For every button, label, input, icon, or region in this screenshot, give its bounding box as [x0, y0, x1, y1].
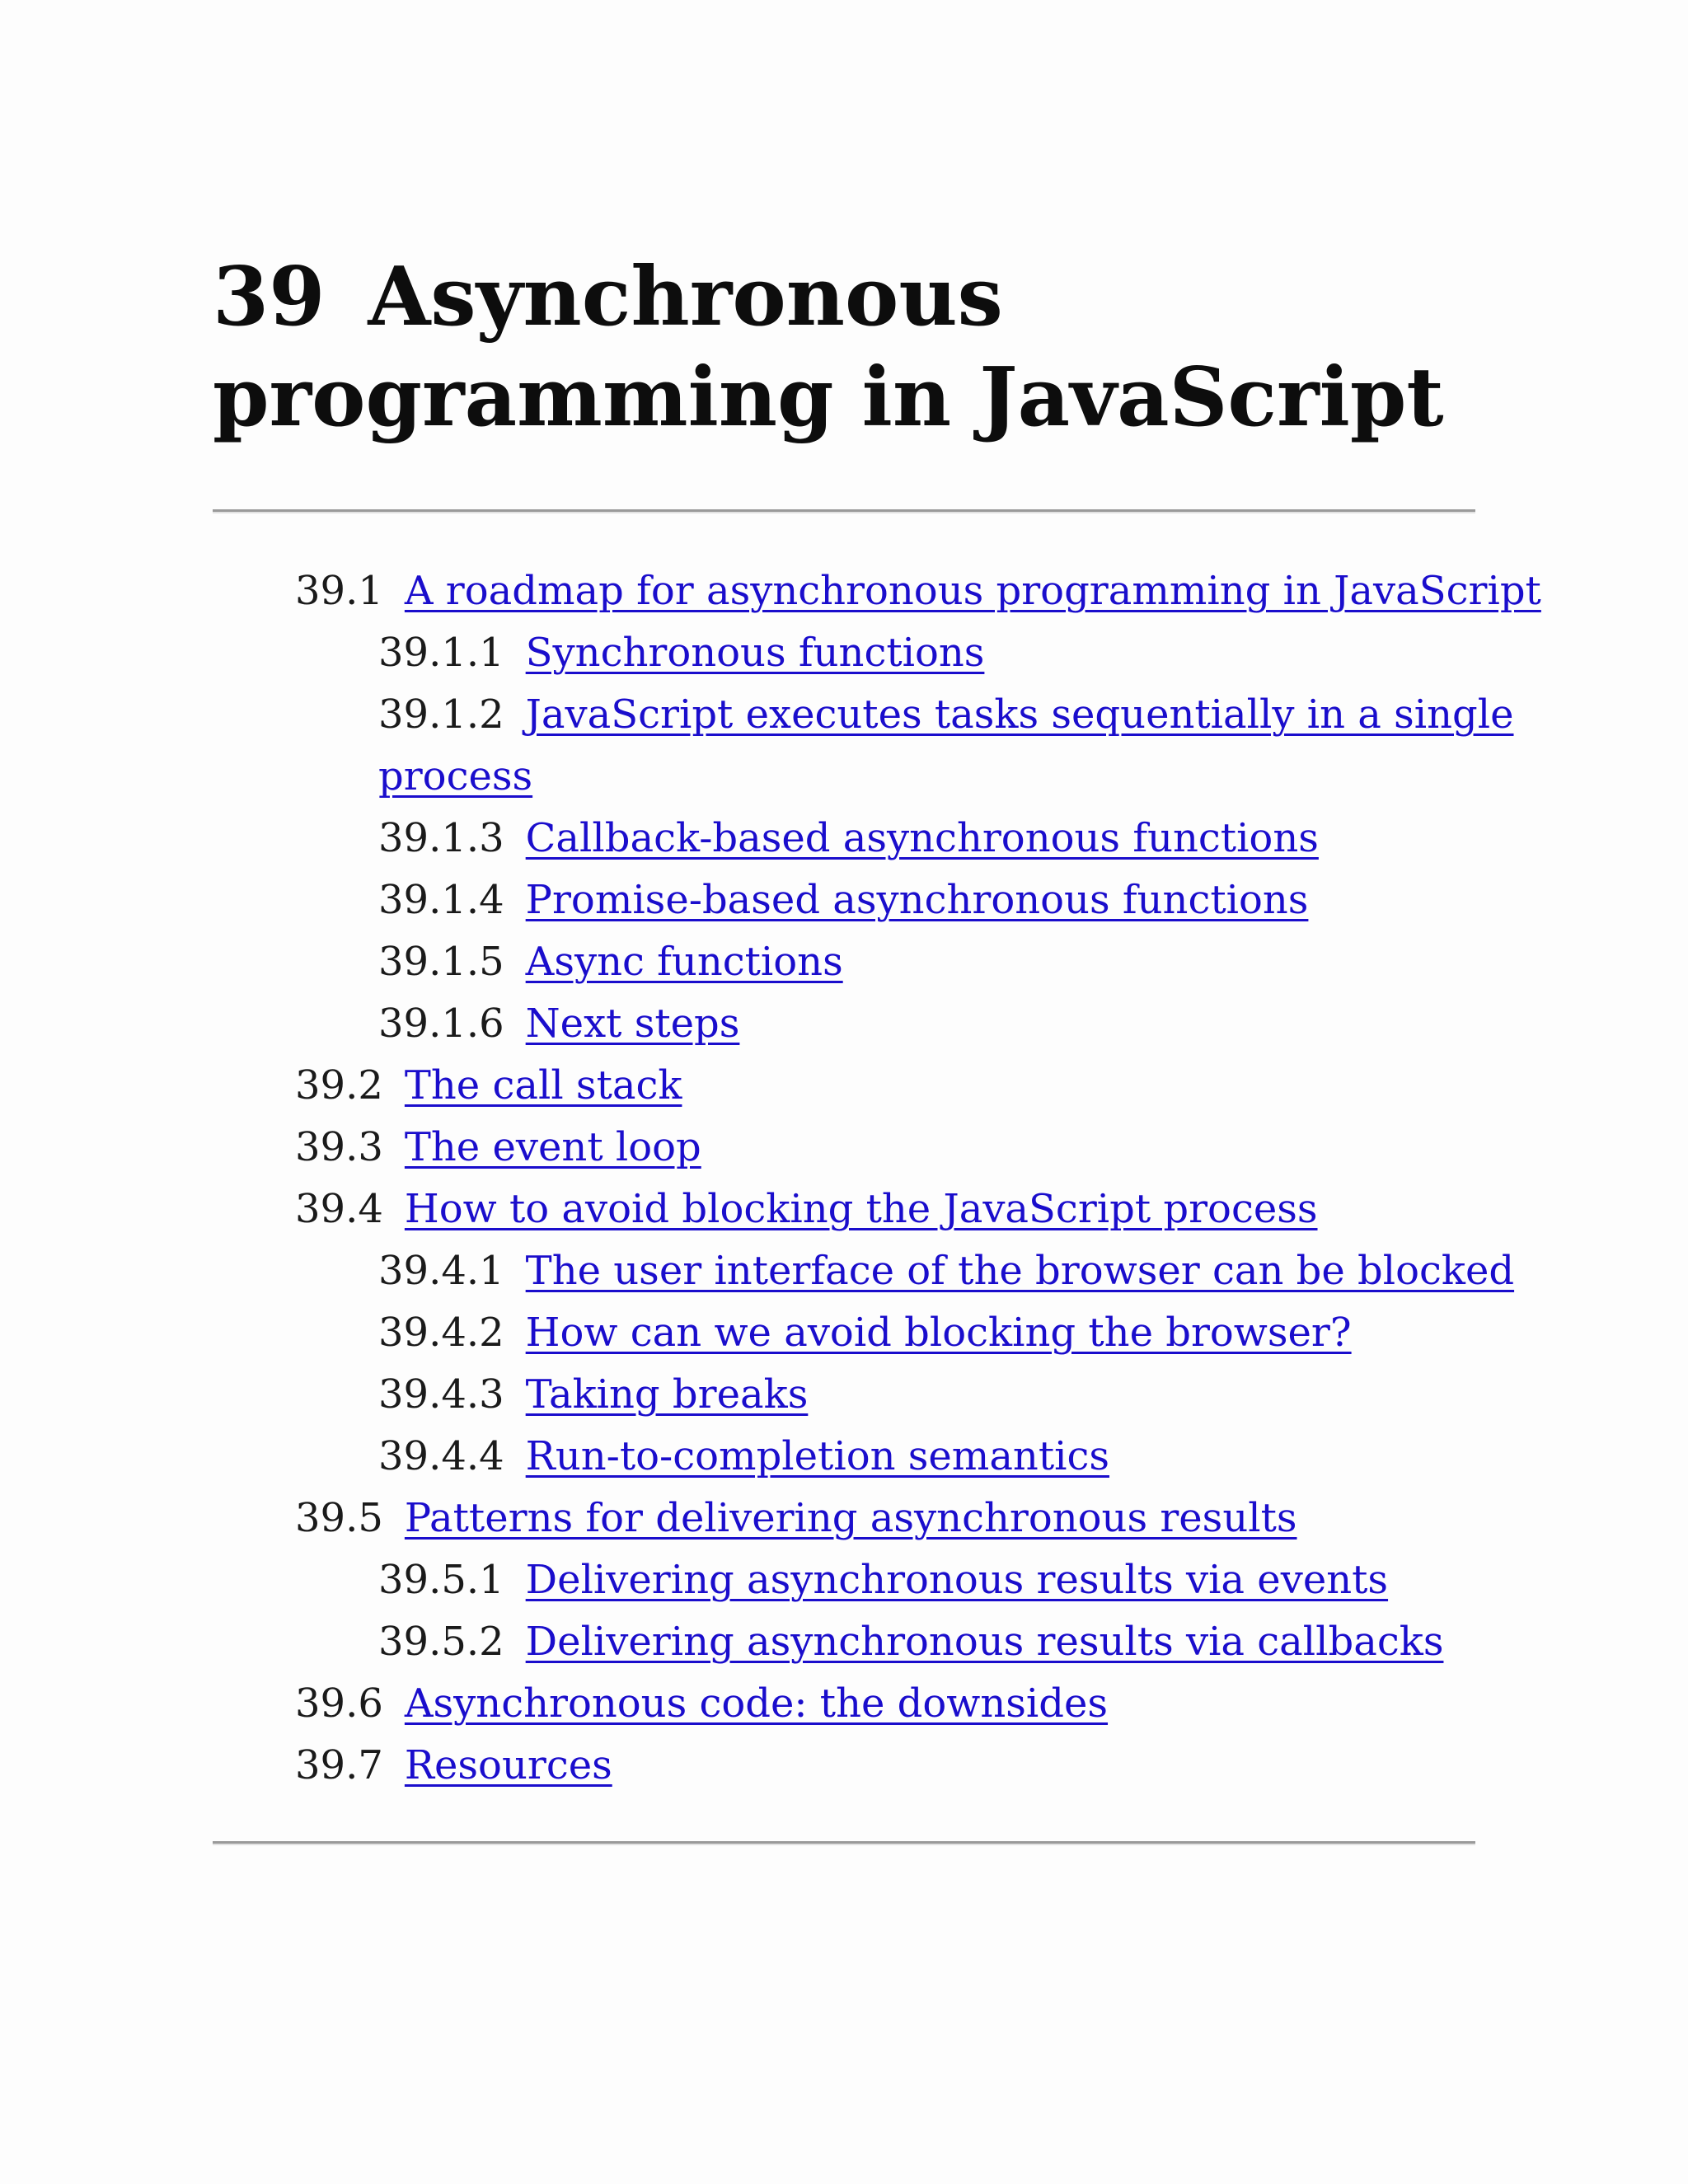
toc-item-39-1-3	[378, 808, 1319, 869]
toc-link[interactable]: Resources	[404, 1742, 612, 1788]
toc-link[interactable]: Delivering asynchronous results via events	[525, 1557, 1389, 1603]
section-number: 39.4.1	[378, 1248, 504, 1294]
toc-link[interactable]: Synchronous functions	[525, 630, 985, 676]
toc-item-39-3	[295, 1117, 701, 1179]
toc-link[interactable]: The call stack	[404, 1062, 682, 1108]
toc-item-39-1-4	[378, 869, 1308, 931]
toc-item-39-5-1	[378, 1549, 1388, 1611]
toc-link[interactable]: The user interface of the browser can be blocked	[525, 1248, 1515, 1294]
section-number: 39.4	[295, 1186, 383, 1232]
toc-link[interactable]: Delivering asynchronous results via callbacks	[525, 1619, 1444, 1665]
toc-link[interactable]: Run-to-completion semantics	[525, 1433, 1109, 1479]
toc-item-39-1-5	[378, 931, 843, 993]
toc-item-39-4	[295, 1179, 1318, 1240]
section-number: 39.7	[295, 1742, 383, 1788]
section-number: 39.3	[295, 1124, 383, 1170]
section-number: 39.4.2	[378, 1310, 504, 1356]
section-number: 39.1.2	[378, 691, 504, 738]
section-number: 39.1.5	[378, 939, 504, 985]
toc-link[interactable]: Patterns for delivering asynchronous results	[404, 1495, 1297, 1541]
toc-link[interactable]: A roadmap for asynchronous programming in JavaScript	[404, 568, 1541, 614]
toc-item-39-1-6	[378, 993, 739, 1055]
toc-link[interactable]: How to avoid blocking the JavaScript process	[404, 1186, 1318, 1232]
toc-item-39-4-4	[378, 1426, 1109, 1488]
bottom-divider	[213, 1841, 1475, 1845]
toc-item-39-1-2-continued	[378, 746, 532, 808]
section-number: 39.5.2	[378, 1619, 504, 1665]
section-number: 39.4.4	[378, 1433, 504, 1479]
toc-link[interactable]: Next steps	[525, 1001, 740, 1047]
toc-item-39-6	[295, 1673, 1108, 1735]
toc-item-39-7	[295, 1735, 612, 1797]
toc-item-39-1	[295, 560, 1541, 622]
toc-item-39-1-1	[378, 622, 984, 684]
toc-link[interactable]: How can we avoid blocking the browser?	[525, 1310, 1352, 1356]
toc-link[interactable]: Asynchronous code: the downsides	[404, 1680, 1109, 1727]
section-number: 39.5	[295, 1495, 383, 1541]
toc-link[interactable]: Taking breaks	[525, 1371, 809, 1418]
section-number: 39.1.1	[378, 630, 504, 676]
section-number: 39.1.3	[378, 815, 504, 861]
toc-link[interactable]: JavaScript executes tasks sequentially in a single	[525, 691, 1514, 738]
toc-item-39-5-2	[378, 1611, 1443, 1673]
toc-item-39-2	[295, 1055, 682, 1117]
toc-link[interactable]: Promise-based asynchronous functions	[525, 877, 1309, 923]
section-number: 39.6	[295, 1680, 383, 1727]
toc-link[interactable]: Callback-based asynchronous functions	[525, 815, 1319, 861]
section-number: 39.2	[295, 1062, 383, 1108]
toc-item-39-5	[295, 1488, 1297, 1549]
toc-link[interactable]: Async functions	[525, 939, 843, 985]
toc-item-39-4-3	[378, 1364, 808, 1426]
toc-link-continued[interactable]: process	[378, 753, 533, 799]
toc-item-39-1-2	[378, 684, 1514, 746]
section-number: 39.4.3	[378, 1371, 504, 1418]
toc-item-39-4-1	[378, 1240, 1514, 1302]
section-number: 39.1.6	[378, 1001, 504, 1047]
chapter-title-text: Asynchronous programming in JavaScript	[213, 250, 1444, 445]
section-number: 39.5.1	[378, 1557, 504, 1603]
toc-link[interactable]: The event loop	[404, 1124, 701, 1170]
chapter-number: 39	[213, 250, 326, 344]
section-number: 39.1	[295, 568, 383, 614]
section-number: 39.1.4	[378, 877, 504, 923]
toc-item-39-4-2	[378, 1302, 1352, 1364]
